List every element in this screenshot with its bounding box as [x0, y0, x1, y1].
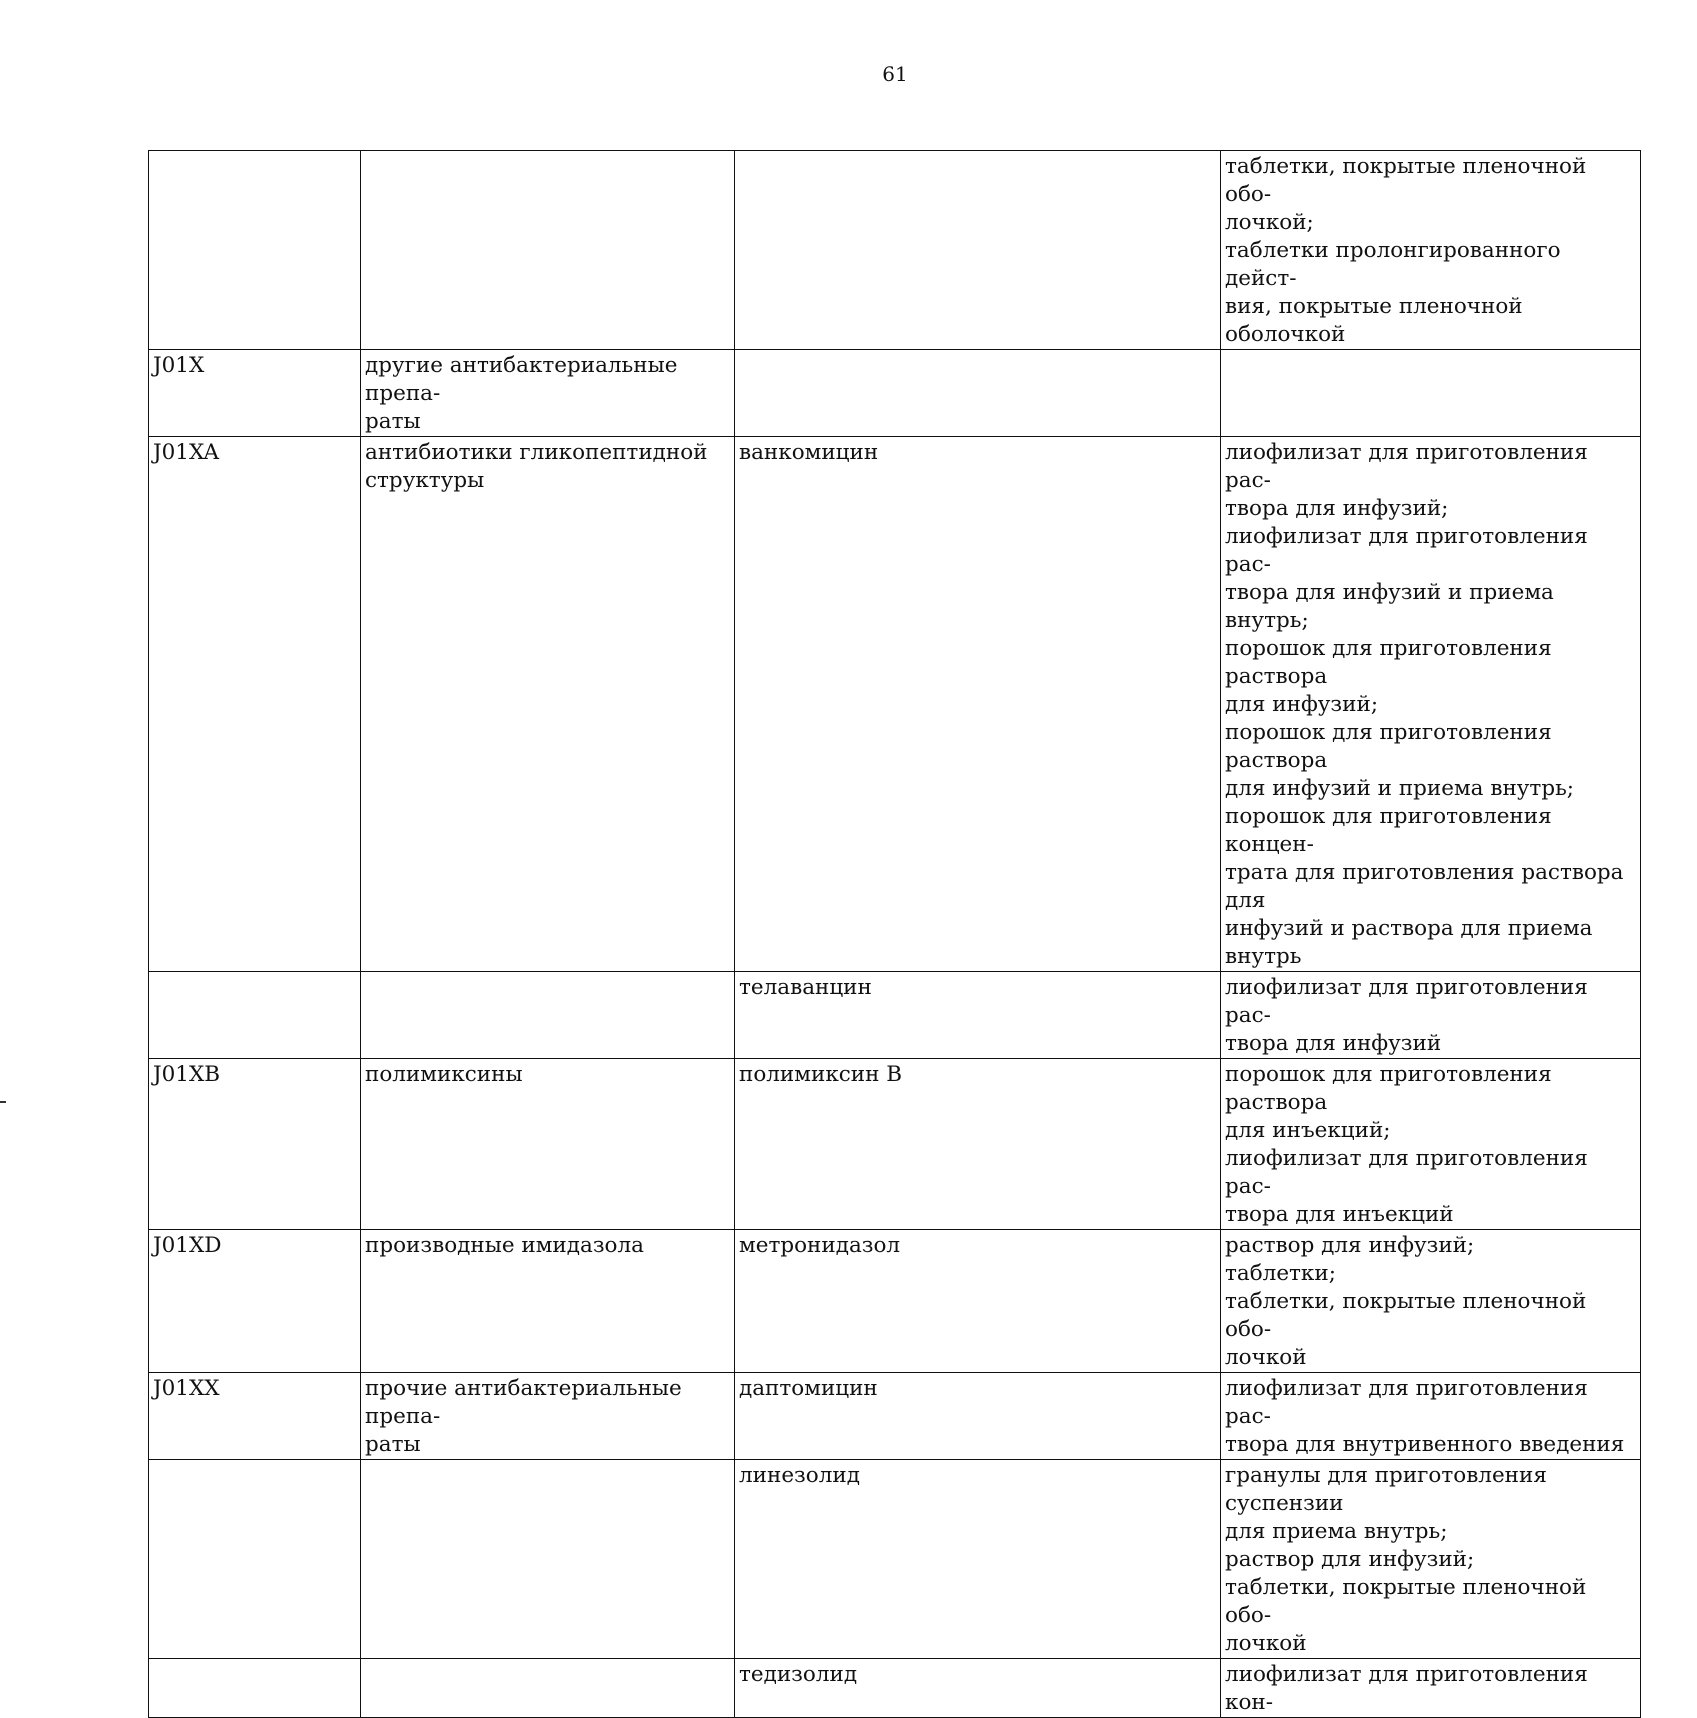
dosage-forms-cell: порошок для приготовления раствора для инъекций; лиофилизат для приготовления рас- твора для инъекций: [1221, 1059, 1641, 1230]
dosage-forms-cell: раствор для инфузий; таблетки; таблетки, покрытые пленочной обо- лочкой: [1221, 1230, 1641, 1373]
substance-cell: ванкомицин: [735, 437, 1221, 972]
substance-cell: полимиксин В: [735, 1059, 1221, 1230]
group-name-cell: [361, 151, 735, 350]
table-row: [149, 350, 1641, 437]
atc-code-cell: [149, 1460, 361, 1659]
group-name-cell: [361, 972, 735, 1059]
drug-table: [148, 150, 1641, 1718]
page-number: 61: [882, 62, 908, 86]
atc-code-cell: [149, 1659, 361, 1718]
table-row: [149, 1230, 1641, 1373]
table-row: [149, 151, 1641, 350]
table-row: [149, 1373, 1641, 1460]
group-name-cell: антибиотики гликопептидной структуры: [361, 437, 735, 972]
table-row: [149, 972, 1641, 1059]
table-row: [149, 1059, 1641, 1230]
group-name-cell: полимиксины: [361, 1059, 735, 1230]
substance-cell: даптомицин: [735, 1373, 1221, 1460]
dosage-forms-cell: лиофилизат для приготовления рас- твора для инфузий; лиофилизат для приготовления рас- твора для инфузий и приема внутрь; порошок для приготовления раствора для инфузий; порошок для приготовления раствора для инфузий и приема внутрь; порошок для приготовления концен- трата для приготовления раствора для инфузий и раствора для приема внутрь: [1221, 437, 1641, 972]
dosage-forms-cell: лиофилизат для приготовления рас- твора для инфузий: [1221, 972, 1641, 1059]
table-body: [149, 151, 1641, 1718]
table-row: [149, 1460, 1641, 1659]
substance-cell: тедизолид: [735, 1659, 1221, 1718]
atc-code-cell: J01XB: [149, 1059, 361, 1230]
atc-code-cell: J01XD: [149, 1230, 361, 1373]
dosage-forms-cell: лиофилизат для приготовления рас- твора для внутривенного введения: [1221, 1373, 1641, 1460]
group-name-cell: другие антибактериальные препа- раты: [361, 350, 735, 437]
group-name-cell: прочие антибактериальные препа- раты: [361, 1373, 735, 1460]
group-name-cell: [361, 1659, 735, 1718]
atc-code-cell: J01XX: [149, 1373, 361, 1460]
atc-code-cell: [149, 972, 361, 1059]
table-row: [149, 437, 1641, 972]
dosage-forms-cell: [1221, 350, 1641, 437]
dosage-forms-cell: таблетки, покрытые пленочной обо- лочкой; таблетки пролонгированного дейст- вия, покрытые пленочной оболочкой: [1221, 151, 1641, 350]
atc-code-cell: J01X: [149, 350, 361, 437]
atc-code-cell: J01XA: [149, 437, 361, 972]
table-row: [149, 1659, 1641, 1718]
group-name-cell: [361, 1460, 735, 1659]
substance-cell: телаванцин: [735, 972, 1221, 1059]
dosage-forms-cell: лиофилизат для приготовления кон-: [1221, 1659, 1641, 1718]
substance-cell: [735, 151, 1221, 350]
substance-cell: метронидазол: [735, 1230, 1221, 1373]
substance-cell: линезолид: [735, 1460, 1221, 1659]
group-name-cell: производные имидазола: [361, 1230, 735, 1373]
substance-cell: [735, 350, 1221, 437]
scan-artifact-mark: [0, 1101, 6, 1103]
atc-code-cell: [149, 151, 361, 350]
dosage-forms-cell: гранулы для приготовления суспензии для приема внутрь; раствор для инфузий; таблетки, покрытые пленочной обо- лочкой: [1221, 1460, 1641, 1659]
